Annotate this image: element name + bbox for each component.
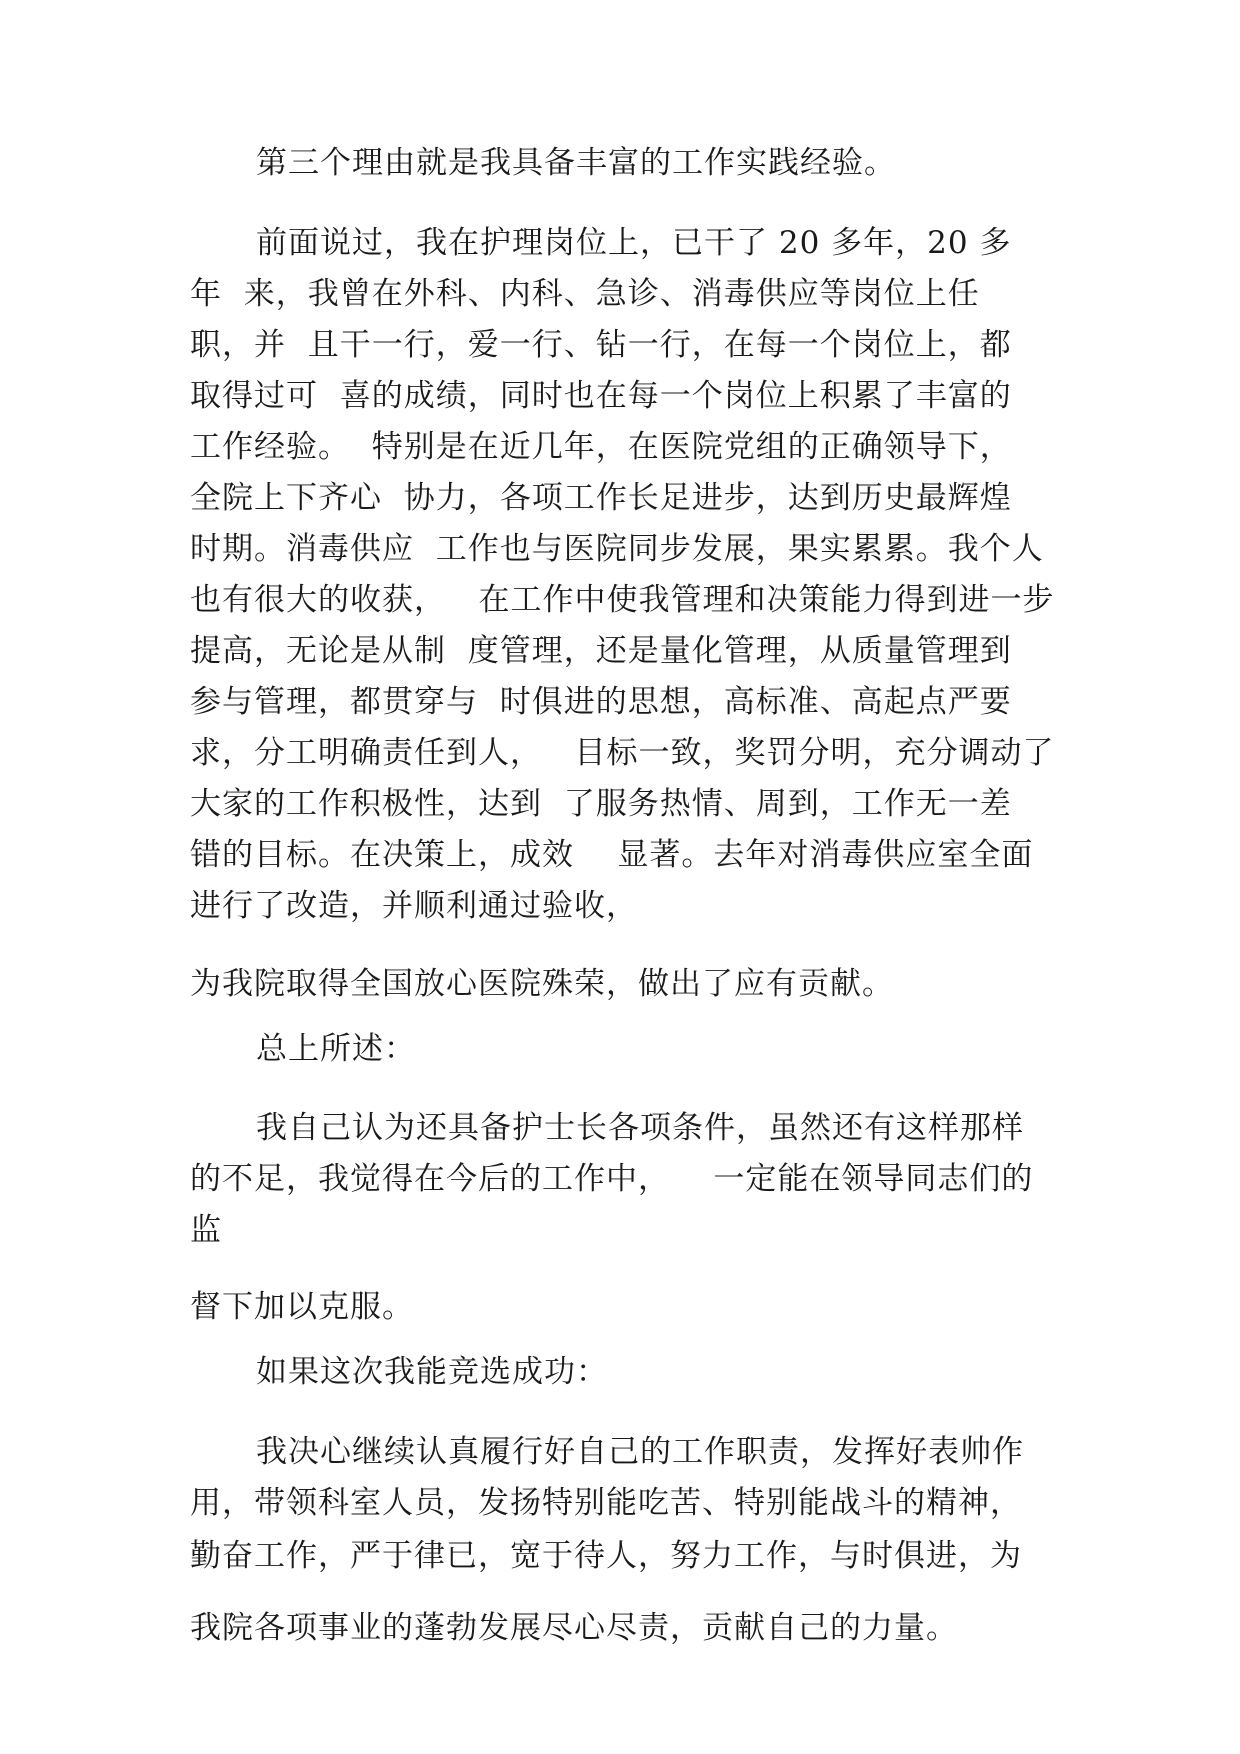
text-line: 我自己认为还具备护士长各项条件，虽然还有这样那样 bbox=[256, 1110, 1024, 1146]
text-line: 参与管理，都贯穿与 时俱进的思想，高标准、高起点严要 bbox=[190, 684, 1012, 720]
text-line: 督下加以克服。 bbox=[190, 1289, 414, 1325]
text-line: 年 来，我曾在外科、内科、急诊、消毒供应等岗位上任 bbox=[190, 276, 980, 312]
text-line: 全院上下齐心 协力，各项工作长足进步，达到历史最辉煌 bbox=[190, 480, 1012, 516]
text-line: 为我院取得全国放心医院殊荣，做出了应有贡献。 bbox=[190, 966, 894, 1002]
text-line: 第三个理由就是我具备丰富的工作实践经验。 bbox=[256, 145, 896, 181]
text-line: 如果这次我能竞选成功： bbox=[256, 1354, 608, 1390]
text-line: 勤奋工作，严于律已，宽于待人，努力工作，与时俱进，为 bbox=[190, 1538, 1022, 1574]
text-line: 前面说过，我在护理岗位上，已干了 20 多年，20 多 bbox=[256, 225, 1012, 261]
text-line: 提高，无论是从制 度管理，还是量化管理，从质量管理到 bbox=[190, 633, 1012, 669]
text-line: 职，并 且干一行，爱一行、钻一行，在每一个岗位上，都 bbox=[190, 327, 1012, 363]
text-line: 时期。消毒供应 工作也与医院同步发展，果实累累。我个人 bbox=[190, 531, 1044, 567]
text-line: 进行了改造，并顺利通过验收， bbox=[190, 888, 638, 924]
text-line: 大家的工作积极性，达到 了服务热情、周到，工作无一差 bbox=[190, 786, 1012, 822]
text-line: 的不足，我觉得在今后的工作中， 一定能在领导同志们的 bbox=[190, 1161, 1034, 1197]
text-line: 我决心继续认真履行好自己的工作职责，发挥好表帅作 bbox=[256, 1434, 1024, 1470]
text-line: 我院各项事业的蓬勃发展尽心尽责，贡献自己的力量。 bbox=[190, 1610, 958, 1646]
text-line: 用，带领科室人员，发扬特别能吃苦、特别能战斗的精神， bbox=[190, 1485, 1022, 1521]
text-line: 总上所述： bbox=[256, 1031, 416, 1067]
text-line: 工作经验。 特别是在近几年，在医院党组的正确领导下， bbox=[190, 429, 1012, 465]
text-line: 监 bbox=[190, 1212, 222, 1248]
text-line: 求，分工明确责任到人， 目标一致，奖罚分明，充分调动了 bbox=[190, 735, 1055, 771]
text-line: 错的目标。在决策上，成效 显著。去年对消毒供应室全面 bbox=[190, 837, 1034, 873]
text-line: 也有很大的收获， 在工作中使我管理和决策能力得到进一步 bbox=[190, 582, 1055, 618]
text-line: 取得过可 喜的成绩，同时也在每一个岗位上积累了丰富的 bbox=[190, 378, 1012, 414]
